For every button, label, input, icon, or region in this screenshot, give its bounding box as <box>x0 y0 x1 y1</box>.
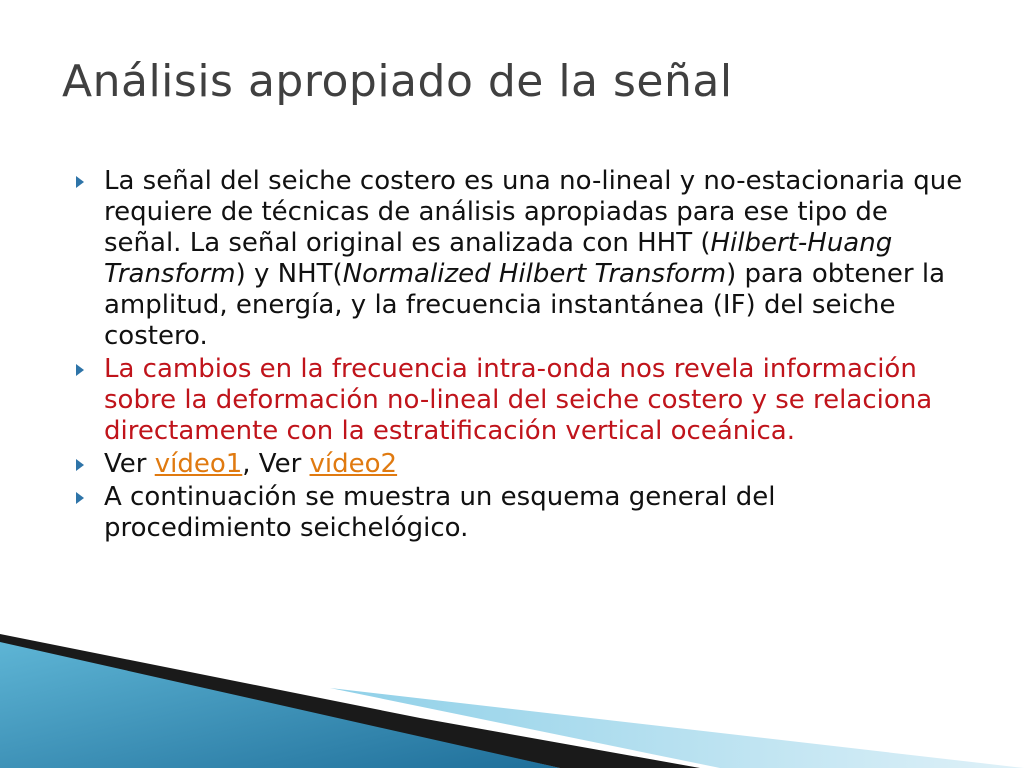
bullet-text: La señal del seiche costero es una no-lineal y no-estacionaria que requiere de técnicas de análisis apropiadas para ese tipo de señal. La señal original es analizada con HHT (Hilbert-Huang Transform) y NHT(Normalized Hilbert Transform) para obtener la amplitud, energía, y la frecuencia instantánea (IF) del seiche costero. <box>104 166 963 351</box>
hht-term: Hilbert-Huang Transform <box>104 228 893 289</box>
bullet-arrow-icon <box>76 364 84 376</box>
bullet-text-highlight: La cambios en la frecuencia intra-onda nos revela información sobre la deformación no-lineal del seiche costero y se relaciona directamente con la estratificación vertical oceánica. <box>104 354 933 446</box>
bullet-arrow-icon <box>76 176 84 188</box>
bullet-text: Ver vídeo1, Ver vídeo2 <box>104 449 398 479</box>
bullet-arrow-icon <box>76 459 84 471</box>
bullet-item <box>76 482 966 544</box>
bullet-list <box>76 166 966 546</box>
nht-term: Normalized Hilbert Transform <box>342 259 727 289</box>
video2-link[interactable]: vídeo2 <box>309 449 398 479</box>
decorative-waves <box>0 628 1024 768</box>
slide-title: Análisis apropiado de la señal <box>62 56 733 107</box>
video1-link[interactable]: vídeo1 <box>154 449 243 479</box>
bullet-item <box>76 449 966 480</box>
bullet-text: A continuación se muestra un esquema general del procedimiento seichelógico. <box>104 482 776 543</box>
bullet-item <box>76 354 966 447</box>
bullet-item <box>76 166 966 352</box>
bullet-arrow-icon <box>76 492 84 504</box>
